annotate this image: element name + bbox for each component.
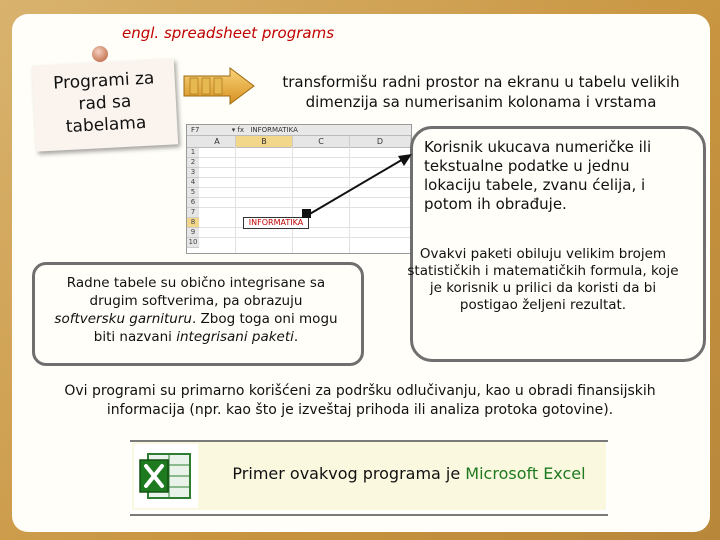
grid-hline [199, 197, 411, 198]
usage-text [30, 382, 690, 420]
selected-cell: INFORMATIKA [243, 217, 309, 229]
row-number: 4 [187, 178, 199, 188]
cell-explanation-line-3: lokaciju tabele, zvanu ćelija, i [424, 176, 646, 194]
column-header-c: C [293, 136, 350, 147]
cell-explanation-line-2: tekstualne podatke u jednu [424, 157, 630, 175]
pushpin-icon [92, 46, 108, 62]
row-number: 7 [187, 208, 199, 218]
integration-explanation [42, 274, 350, 346]
sticky-line-1: Programi za [52, 68, 155, 94]
subtitle: engl. spreadsheet programs [122, 24, 335, 42]
row-number: 2 [187, 158, 199, 168]
integration-line-2: drugim softverima, pa obrazuju [89, 293, 303, 309]
cell-explanation-line-1: Korisnik ukucava numeričke ili [424, 138, 652, 156]
formulas-line-1: Ovakvi paketi obiluju velikim brojem [419, 246, 667, 262]
formula-bar [187, 125, 411, 136]
column-header-a: A [199, 136, 236, 147]
definition-line-2: dimenzija sa numerisanim kolonama i vrstama [305, 93, 657, 111]
grid-hline [199, 207, 411, 208]
definition-text [258, 72, 704, 112]
grid-hline [199, 157, 411, 158]
integration-line-4-end: . [293, 329, 299, 345]
column-header-b: B [236, 136, 293, 147]
formulas-line-4: postigao željeni rezultat. [459, 297, 627, 313]
row-number: 9 [187, 228, 199, 238]
grid-hline [199, 167, 411, 168]
column-header-d: D [350, 136, 411, 147]
integration-line-4-pre: biti nazvani [93, 329, 177, 345]
example-text [212, 464, 606, 483]
software-suite-term: softversku garnituru [54, 311, 192, 327]
spreadsheet-preview [186, 124, 412, 254]
excel-icon [134, 444, 198, 508]
formulas-explanation [386, 246, 700, 314]
usage-line-1: Ovi programi su primarno korišćeni za podršku odlučivanju, kao u obradi finansijskih [64, 383, 656, 399]
grid-hline [199, 177, 411, 178]
example-text-pre: Primer ovakvog programa je [232, 464, 466, 483]
formula-value: INFORMATIKA [250, 126, 298, 134]
sticky-line-2: rad sa [77, 91, 132, 115]
row-number: 8 [187, 218, 199, 228]
function-icon: ▾ fx [231, 126, 245, 134]
row-number: 10 [188, 238, 198, 246]
right-arrow-icon [182, 66, 256, 106]
integration-line-4 [42, 328, 350, 346]
name-box: F7 [191, 126, 200, 134]
integration-line-3 [42, 310, 350, 328]
sticky-note [32, 58, 178, 151]
row-number: 3 [187, 168, 199, 178]
definition-line-1: transformišu radni prostor na ekranu u tabelu velikih [282, 73, 680, 91]
grid-hline [199, 187, 411, 188]
cell-explanation [424, 138, 694, 214]
usage-line-2: informacija (npr. kao što je izveštaj prihoda ili analiza protoka gotovine). [106, 402, 614, 418]
cell-explanation-line-4: potom ih obrađuje. [424, 195, 567, 213]
row-number: 5 [187, 188, 199, 198]
integration-line-3-rest: . Zbog toga oni mogu [191, 311, 338, 327]
formulas-line-3: je korisnik u prilici da koristi da bi [429, 280, 657, 296]
formulas-line-2: statističkih i matematičkih formula, koje [407, 263, 679, 279]
sticky-line-3: tabelama [65, 112, 147, 138]
row-number: 6 [187, 198, 199, 208]
grid-hline [199, 237, 411, 238]
example-brand: Microsoft Excel [465, 464, 586, 483]
integration-line-1: Radne tabele su obično integrisane sa [66, 275, 326, 291]
integrated-packages-term: integrisani paketi [176, 329, 294, 345]
row-number: 1 [187, 148, 199, 158]
